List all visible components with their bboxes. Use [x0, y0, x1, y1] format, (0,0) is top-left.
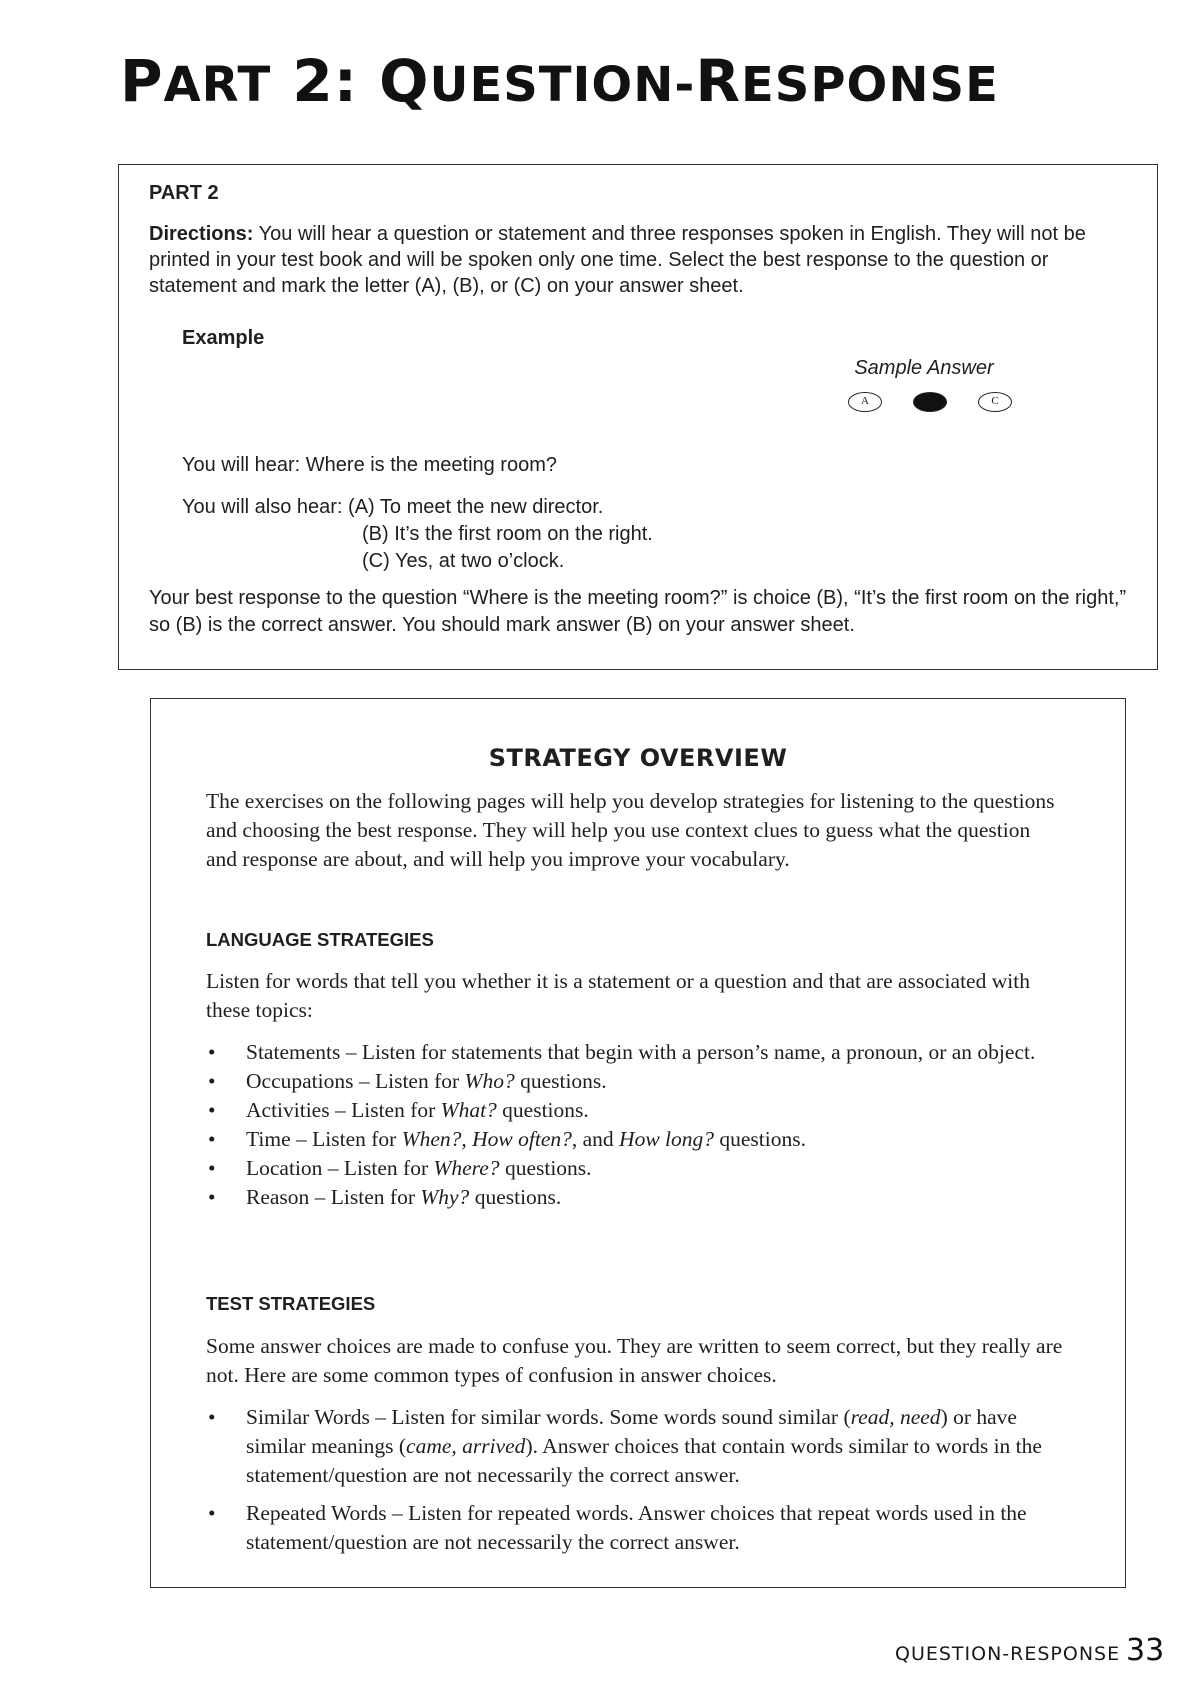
list-item: • Reason – Listen for Why? questions. — [206, 1183, 1076, 1212]
hear-line: You will hear: Where is the meeting room? — [182, 454, 557, 476]
test-intro: Some answer choices are made to confuse you. They are written to seem correct, but they really are not. Here are some common types of confusion in answer choices. — [206, 1334, 1063, 1387]
sample-answer-label: Sample Answer — [854, 357, 994, 379]
option-b: (B) It’s the first room on the right. — [362, 523, 653, 545]
strategy-overview-box — [150, 698, 1126, 1588]
title-initial: Q — [379, 47, 430, 115]
directions-box — [118, 164, 1158, 670]
answer-bubble-a: A — [848, 392, 882, 412]
strategy-intro: The exercises on the following pages will help you develop strategies for listening to the questions and choosing the best response. They will help you use context clues to guess what the question and response are about, and will help you improve your vocabulary. — [206, 789, 1055, 871]
list-item: • Statements – Listen for statements that begin with a person’s name, a pronoun, or an object. — [206, 1038, 1076, 1067]
answer-bubbles — [789, 392, 1089, 418]
title-text: UESTION- — [429, 57, 696, 113]
option-a: (A) To meet the new director. — [348, 496, 604, 518]
language-strategies-heading: LANGUAGE STRATEGIES — [206, 929, 434, 950]
option-c: (C) Yes, at two o’clock. — [362, 550, 565, 572]
strategy-title: STRATEGY OVERVIEW — [488, 744, 788, 772]
page-title — [120, 47, 999, 115]
best-response-paragraph: Your best response to the question “Where is the meeting room?” is choice (B), “It’s the first room on the right,” so (B) is the correct answer. You should mark answer (B) on your answer sheet. — [149, 587, 1127, 636]
title-number: 2: — [271, 47, 380, 115]
footer-section-label: QUESTION-RESPONSE — [895, 1643, 1121, 1665]
directions-label: Directions: — [149, 223, 254, 245]
list-item: • Activities – Listen for What? questions. — [206, 1096, 1076, 1125]
list-item: • Similar Words – Listen for similar words. Some words sound similar (read, need) or have similar meanings (came, arrived). Answer choices that contain words similar to words in the statement/question are not necessarily the correct answer. — [206, 1403, 1076, 1490]
test-strategies-list — [206, 1403, 1076, 1566]
page-number: 33 — [1126, 1633, 1165, 1668]
list-item: • Time – Listen for When?, How often?, and How long? questions. — [206, 1125, 1076, 1154]
list-item: • Location – Listen for Where? questions. — [206, 1154, 1076, 1183]
directions-paragraph — [149, 221, 1129, 299]
language-strategies-list — [206, 1038, 1076, 1212]
also-hear-block — [182, 494, 653, 575]
list-item: • Repeated Words – Listen for repeated words. Answer choices that repeat words used in the statement/question are not necessarily the correct answer. — [206, 1499, 1076, 1557]
test-strategies-heading: TEST STRATEGIES — [206, 1293, 376, 1314]
title-initial: R — [695, 47, 741, 115]
title-text: ART — [163, 57, 272, 113]
answer-bubble-c: C — [978, 392, 1012, 412]
title-initial: P — [120, 47, 164, 115]
also-hear-prefix: You will also hear: — [182, 496, 349, 518]
answer-bubble-b-filled — [913, 392, 947, 412]
language-intro: Listen for words that tell you whether it is a statement or a question and that are associated with these topics: — [206, 969, 1030, 1022]
list-item: • Occupations – Listen for Who? questions. — [206, 1067, 1076, 1096]
example-label: Example — [182, 327, 265, 349]
title-text: ESPONSE — [740, 57, 999, 113]
part-label: PART 2 — [149, 182, 219, 204]
directions-text: You will hear a question or statement and three responses spoken in English. They will not be printed in your test book and will be spoken only one time. Select the best response to the question or statement and mark the letter (A), (B), or (C) on your answer sheet. — [149, 223, 1086, 297]
